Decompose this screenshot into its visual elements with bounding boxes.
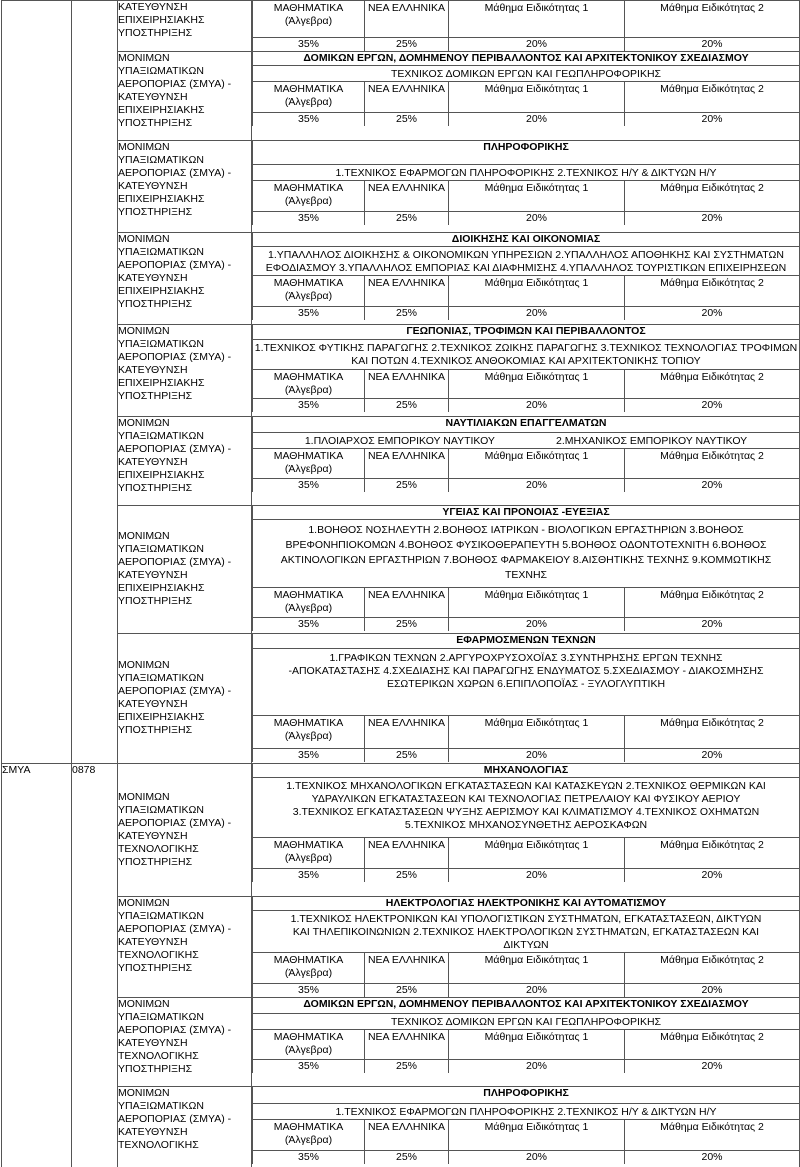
spec2-weight: 20% bbox=[625, 479, 800, 493]
table-row bbox=[2, 140, 800, 232]
category-cell: ΜΟΝΙΜΩΝ ΥΠΑΞΙΩΜΑΤΙΚΩΝ ΑΕΡΟΠΟΡΙΑΣ (ΣΜΥΑ) - ΚΑΤΕΥΘΥΝΣΗ ΕΠΙΧΕΙΡΗΣΙΑΚΗΣ ΥΠΟΣΤΗΡΙΞΗΣ bbox=[118, 633, 252, 763]
math-label: ΜΑΘΗΜΑΤΙΚΑ (Άλγεβρα) bbox=[253, 838, 365, 869]
category-cell: ΜΟΝΙΜΩΝ ΥΠΑΞΙΩΜΑΤΙΚΩΝ ΑΕΡΟΠΟΡΙΑΣ (ΣΜΥΑ) - ΚΑΤΕΥΘΥΝΣΗ ΤΕΧΝΟΛΟΓΙΚΗΣ ΥΠΟΣΤΗΡΙΞΗΣ bbox=[118, 998, 252, 1087]
spec2-label: Μάθημα Ειδικότητας 2 bbox=[625, 838, 800, 869]
greek-label: ΝΕΑ ΕΛΛΗΝΙΚΑ bbox=[365, 1, 449, 37]
spec2-label: Μάθημα Ειδικότητας 2 bbox=[625, 1, 800, 37]
spec2-label: Μάθημα Ειδικότητας 2 bbox=[625, 449, 800, 479]
math-label: ΜΑΘΗΜΑΤΙΚΑ (Άλγεβρα) bbox=[253, 449, 365, 479]
specialties-text: 1.ΒΟΗΘΟΣ ΝΟΣΗΛΕΥΤΗ 2.ΒΟΗΘΟΣ ΙΑΤΡΙΚΩΝ - ΒΙΟΛΟΓΙΚΩΝ ΕΡΓΑΣΤΗΡΙΩΝ 3.ΒΟΗΘΟΣ ΒΡΕΦΟΝΗΠΙΟΚΟΜΩΝ 4.ΒΟΗΘΟΣ ΦΥΣΙΚΟΘΕΡΑΠΕΥΤΗ 5.ΒΟΗΘΟΣ ΟΔΟΝΤΟΤΕΧΝΙΤΗ 6.ΒΟΗΘΟΣ ΑΚΤΙΝΟΛΟΓΙΚΩΝ ΕΡΓΑΣΤΗΡΙΩΝ 7.ΒΟΗΘΟΣ ΦΑΡΜΑΚΕΙΟΥ 8.ΑΙΣΘΗΤΙΚΗΣ ΤΕΧΝΗΣ 9.ΚΟΜΜΩΤΙΚΗΣ ΤΕΧΝΗΣ bbox=[253, 520, 800, 588]
greek-weight: 25% bbox=[365, 212, 449, 226]
spec2-label: Μάθημα Ειδικότητας 2 bbox=[625, 716, 800, 749]
spec2-weight: 20% bbox=[625, 1150, 800, 1164]
school-code-cell: 0878 bbox=[72, 763, 118, 1167]
subjects-block bbox=[252, 1, 799, 51]
category-cell: ΚΑΤΕΥΘΥΝΣΗ ΕΠΙΧΕΙΡΗΣΙΑΚΗΣ ΥΠΟΣΤΗΡΙΞΗΣ bbox=[118, 1, 252, 52]
specialties-text: 1.ΤΕΧΝΙΚΟΣ ΗΛΕΚΤΡΟΝΙΚΩΝ ΚΑΙ ΥΠΟΛΟΓΙΣΤΙΚΩΝ ΣΥΣΤΗΜΑΤΩΝ, ΕΓΚΑΤΑΣΤΑΣΕΩΝ, ΔΙΚΤΥΩΝ ΚΑΙ ΤΗΛΕΠΙΚΟΙΝΩΝΙΩΝ 2.ΤΕΧΝΙΚΟΣ ΗΛΕΚΤΡΟΛΟΓΙΚΩΝ ΣΥΣΤΗΜΑΤΩΝ, ΕΓΚΑΤΑΣΤΑΣΕΩΝ ΚΑΙ ΔΙΚΤΥΩΝ bbox=[253, 911, 800, 953]
greek-label: ΝΕΑ ΕΛΛΗΝΙΚΑ bbox=[365, 449, 449, 479]
spec1-weight: 20% bbox=[449, 212, 625, 226]
spec1-weight: 20% bbox=[449, 618, 625, 632]
greek-weight: 25% bbox=[365, 984, 449, 998]
spec2-label: Μάθημα Ειδικότητας 2 bbox=[625, 181, 800, 212]
category-cell: ΜΟΝΙΜΩΝ ΥΠΑΞΙΩΜΑΤΙΚΩΝ ΑΕΡΟΠΟΡΙΑΣ (ΣΜΥΑ) - ΚΑΤΕΥΘΥΝΣΗ ΕΠΙΧΕΙΡΗΣΙΑΚΗΣ ΥΠΟΣΤΗΡΙΞΗΣ bbox=[118, 416, 252, 505]
greek-label: ΝΕΑ ΕΛΛΗΝΙΚΑ bbox=[365, 370, 449, 399]
specialties-text: 1.ΤΕΧΝΙΚΟΣ ΕΦΑΡΜΟΓΩΝ ΠΛΗΡΟΦΟΡΙΚΗΣ 2.ΤΕΧΝΙΚΟΣ Η/Υ & ΔΙΚΤΥΩΝ Η/Υ bbox=[253, 1103, 800, 1119]
sector-title: ΓΕΩΠΟΝΙΑΣ, ΤΡΟΦΙΜΩΝ ΚΑΙ ΠΕΡΙΒΑΛΛΟΝΤΟΣ bbox=[253, 325, 800, 340]
spec2-weight: 20% bbox=[625, 306, 800, 320]
spec1-weight: 20% bbox=[449, 113, 625, 127]
greek-weight: 25% bbox=[365, 749, 449, 763]
specialties-text: 1.ΤΕΧΝΙΚΟΣ ΦΥΤΙΚΗΣ ΠΑΡΑΓΩΓΗΣ 2.ΤΕΧΝΙΚΟΣ ΖΩΙΚΗΣ ΠΑΡΑΓΩΓΗΣ 3.ΤΕΧΝΙΚΟΣ ΤΕΧΝΟΛΟΓΙΑΣ ΤΡΟΦΙΜΩΝ ΚΑΙ ΠΟΤΩΝ 4.ΤΕΧΝΙΚΟΣ ΑΝΘΟΚΟΜΙΑΣ ΚΑΙ ΑΡΧΙΤΕΚΤΟΝΙΚΗΣ ΤΟΠΙΟΥ bbox=[253, 340, 800, 370]
table-row bbox=[2, 232, 800, 324]
spec2-label: Μάθημα Ειδικότητας 2 bbox=[625, 82, 800, 113]
spec1-weight: 20% bbox=[449, 306, 625, 320]
school-name-cell: ΣΜΥΑ bbox=[2, 763, 72, 1167]
spec2-label: Μάθημα Ειδικότητας 2 bbox=[625, 275, 800, 306]
math-weight: 35% bbox=[253, 1059, 365, 1073]
spec1-label: Μάθημα Ειδικότητας 1 bbox=[449, 275, 625, 306]
math-weight: 35% bbox=[253, 306, 365, 320]
specialties-text: ΤΕΧΝΙΚΟΣ ΔΟΜΙΚΩΝ ΕΡΓΩΝ ΚΑΙ ΓΕΩΠΛΗΡΟΦΟΡΙΚΗΣ bbox=[253, 66, 800, 82]
specialties-text: 1.ΠΛΟΙΑΡΧΟΣ ΕΜΠΟΡΙΚΟΥ ΝΑΥΤΙΚΟΥ 2.ΜΗΧΑΝΙΚΟΣ ΕΜΠΟΡΙΚΟΥ ΝΑΥΤΙΚΟΥ bbox=[253, 433, 800, 449]
math-label: ΜΑΘΗΜΑΤΙΚΑ (Άλγεβρα) bbox=[253, 1, 365, 37]
math-label: ΜΑΘΗΜΑΤΙΚΑ (Άλγεβρα) bbox=[253, 181, 365, 212]
math-weight: 35% bbox=[253, 984, 365, 998]
school-cell-empty bbox=[2, 1, 72, 764]
spec2-label: Μάθημα Ειδικότητας 2 bbox=[625, 953, 800, 984]
spec2-label: Μάθημα Ειδικότητας 2 bbox=[625, 1119, 800, 1150]
spec2-weight: 20% bbox=[625, 869, 800, 883]
spec1-label: Μάθημα Ειδικότητας 1 bbox=[449, 1029, 625, 1059]
spec1-label: Μάθημα Ειδικότητας 1 bbox=[449, 82, 625, 113]
spec2-weight: 20% bbox=[625, 399, 800, 413]
subjects-block bbox=[252, 897, 799, 998]
greek-label: ΝΕΑ ΕΛΛΗΝΙΚΑ bbox=[365, 953, 449, 984]
table-row bbox=[2, 1087, 800, 1167]
sector-title: ΝΑΥΤΙΛΙΑΚΩΝ ΕΠΑΓΓΕΛΜΑΤΩΝ bbox=[253, 417, 800, 433]
math-weight: 35% bbox=[253, 113, 365, 127]
sector-title: ΠΛΗΡΟΦΟΡΙΚΗΣ bbox=[253, 1087, 800, 1103]
subjects-block bbox=[252, 1087, 799, 1164]
greek-weight: 25% bbox=[365, 399, 449, 413]
spec1-weight: 20% bbox=[449, 984, 625, 998]
math-weight: 35% bbox=[253, 1150, 365, 1164]
spec1-label: Μάθημα Ειδικότητας 1 bbox=[449, 588, 625, 618]
math-weight: 35% bbox=[253, 869, 365, 883]
greek-label: ΝΕΑ ΕΛΛΗΝΙΚΑ bbox=[365, 838, 449, 869]
greek-label: ΝΕΑ ΕΛΛΗΝΙΚΑ bbox=[365, 1029, 449, 1059]
category-cell: ΜΟΝΙΜΩΝ ΥΠΑΞΙΩΜΑΤΙΚΩΝ ΑΕΡΟΠΟΡΙΑΣ (ΣΜΥΑ) - ΚΑΤΕΥΘΥΝΣΗ ΕΠΙΧΕΙΡΗΣΙΑΚΗΣ ΥΠΟΣΤΗΡΙΞΗΣ bbox=[118, 140, 252, 232]
sector-title: ΔΟΜΙΚΩΝ ΕΡΓΩΝ, ΔΟΜΗΜΕΝΟΥ ΠΕΡΙΒΑΛΛΟΝΤΟΣ ΚΑΙ ΑΡΧΙΤΕΚΤΟΝΙΚΟΥ ΣΧΕΔΙΑΣΜΟΥ bbox=[253, 52, 800, 66]
math-label: ΜΑΘΗΜΑΤΙΚΑ (Άλγεβρα) bbox=[253, 82, 365, 113]
math-label: ΜΑΘΗΜΑΤΙΚΑ (Άλγεβρα) bbox=[253, 1119, 365, 1150]
table-row bbox=[2, 1, 800, 52]
spec1-weight: 20% bbox=[449, 1150, 625, 1164]
spec1-label: Μάθημα Ειδικότητας 1 bbox=[449, 449, 625, 479]
math-label: ΜΑΘΗΜΑΤΙΚΑ (Άλγεβρα) bbox=[253, 953, 365, 984]
spec1-label: Μάθημα Ειδικότητας 1 bbox=[449, 1119, 625, 1150]
greek-label: ΝΕΑ ΕΛΛΗΝΙΚΑ bbox=[365, 716, 449, 749]
spec1-label: Μάθημα Ειδικότητας 1 bbox=[449, 953, 625, 984]
sector-title: ΔΙΟΙΚΗΣΗΣ ΚΑΙ ΟΙΚΟΝΟΜΙΑΣ bbox=[253, 233, 800, 247]
math-label: ΜΑΘΗΜΑΤΙΚΑ (Άλγεβρα) bbox=[253, 275, 365, 306]
code-cell-empty bbox=[72, 1, 118, 764]
category-cell: ΜΟΝΙΜΩΝ ΥΠΑΞΙΩΜΑΤΙΚΩΝ ΑΕΡΟΠΟΡΙΑΣ (ΣΜΥΑ) - ΚΑΤΕΥΘΥΝΣΗ ΤΕΧΝΟΛΟΓΙΚΗΣ ΥΠΟΣΤΗΡΙΞΗΣ bbox=[118, 763, 252, 896]
specialties-text: 1.ΥΠΑΛΛΗΛΟΣ ΔΙΟΙΚΗΣΗΣ & ΟΙΚΟΝΟΜΙΚΩΝ ΥΠΗΡΕΣΙΩΝ 2.ΥΠΑΛΛΗΛΟΣ ΑΠΟΘΗΚΗΣ ΚΑΙ ΣΥΣΤΗΜΑΤΩΝ ΕΦΟΔΙΑΣΜΟΥ 3.ΥΠΑΛΛΗΛΟΣ ΕΜΠΟΡΙΑΣ ΚΑΙ ΔΙΑΦΗΜΙΣΗΣ 4.ΥΠΑΛΛΗΛΟΣ ΤΟΥΡΙΣΤΙΚΩΝ ΕΠΙΧΕΙΡΗΣΕΩΝ bbox=[253, 246, 800, 275]
spec1-weight: 20% bbox=[449, 749, 625, 763]
table-row bbox=[2, 324, 800, 416]
table-row bbox=[2, 633, 800, 763]
category-cell: ΜΟΝΙΜΩΝ ΥΠΑΞΙΩΜΑΤΙΚΩΝ ΑΕΡΟΠΟΡΙΑΣ (ΣΜΥΑ) - ΚΑΤΕΥΘΥΝΣΗ ΕΠΙΧΕΙΡΗΣΙΑΚΗΣ ΥΠΟΣΤΗΡΙΞΗΣ bbox=[118, 324, 252, 416]
specialties-text: ΤΕΧΝΙΚΟΣ ΔΟΜΙΚΩΝ ΕΡΓΩΝ ΚΑΙ ΓΕΩΠΛΗΡΟΦΟΡΙΚΗΣ bbox=[253, 1013, 800, 1029]
spec2-weight: 20% bbox=[625, 37, 800, 51]
category-cell: ΜΟΝΙΜΩΝ ΥΠΑΞΙΩΜΑΤΙΚΩΝ ΑΕΡΟΠΟΡΙΑΣ (ΣΜΥΑ) - ΚΑΤΕΥΘΥΝΣΗ ΤΕΧΝΟΛΟΓΙΚΗΣ bbox=[118, 1087, 252, 1167]
sector-title: ΥΓΕΙΑΣ ΚΑΙ ΠΡΟΝΟΙΑΣ -ΕΥΕΞΙΑΣ bbox=[253, 506, 800, 520]
spec2-label: Μάθημα Ειδικότητας 2 bbox=[625, 1029, 800, 1059]
math-weight: 35% bbox=[253, 212, 365, 226]
spec1-label: Μάθημα Ειδικότητας 1 bbox=[449, 716, 625, 749]
spec2-weight: 20% bbox=[625, 212, 800, 226]
table-row bbox=[2, 896, 800, 998]
table-row bbox=[2, 51, 800, 140]
category-cell: ΜΟΝΙΜΩΝ ΥΠΑΞΙΩΜΑΤΙΚΩΝ ΑΕΡΟΠΟΡΙΑΣ (ΣΜΥΑ) - ΚΑΤΕΥΘΥΝΣΗ ΕΠΙΧΕΙΡΗΣΙΑΚΗΣ ΥΠΟΣΤΗΡΙΞΗΣ bbox=[118, 505, 252, 633]
table-row bbox=[2, 416, 800, 505]
subjects-block bbox=[252, 141, 799, 226]
spec1-weight: 20% bbox=[449, 399, 625, 413]
sector-title: ΠΛΗΡΟΦΟΡΙΚΗΣ bbox=[253, 141, 800, 165]
spec1-label: Μάθημα Ειδικότητας 1 bbox=[449, 181, 625, 212]
math-label: ΜΑΘΗΜΑΤΙΚΑ (Άλγεβρα) bbox=[253, 588, 365, 618]
spec1-weight: 20% bbox=[449, 1059, 625, 1073]
spec2-label: Μάθημα Ειδικότητας 2 bbox=[625, 370, 800, 399]
spec1-label: Μάθημα Ειδικότητας 1 bbox=[449, 1, 625, 37]
category-cell: ΜΟΝΙΜΩΝ ΥΠΑΞΙΩΜΑΤΙΚΩΝ ΑΕΡΟΠΟΡΙΑΣ (ΣΜΥΑ) - ΚΑΤΕΥΘΥΝΣΗ ΤΕΧΝΟΛΟΓΙΚΗΣ ΥΠΟΣΤΗΡΙΞΗΣ bbox=[118, 896, 252, 998]
spec2-weight: 20% bbox=[625, 618, 800, 632]
greek-weight: 25% bbox=[365, 479, 449, 493]
category-cell: ΜΟΝΙΜΩΝ ΥΠΑΞΙΩΜΑΤΙΚΩΝ ΑΕΡΟΠΟΡΙΑΣ (ΣΜΥΑ) - ΚΑΤΕΥΘΥΝΣΗ ΕΠΙΧΕΙΡΗΣΙΑΚΗΣ ΥΠΟΣΤΗΡΙΞΗΣ bbox=[118, 51, 252, 140]
math-weight: 35% bbox=[253, 479, 365, 493]
spec1-label: Μάθημα Ειδικότητας 1 bbox=[449, 370, 625, 399]
subjects-block bbox=[252, 506, 799, 632]
greek-label: ΝΕΑ ΕΛΛΗΝΙΚΑ bbox=[365, 181, 449, 212]
spec1-weight: 20% bbox=[449, 869, 625, 883]
math-label: ΜΑΘΗΜΑΤΙΚΑ (Άλγεβρα) bbox=[253, 716, 365, 749]
specialties-text: 1.ΤΕΧΝΙΚΟΣ ΜΗΧΑΝΟΛΟΓΙΚΩΝ ΕΓΚΑΤΑΣΤΑΣΕΩΝ ΚΑΙ ΚΑΤΑΣΚΕΥΩΝ 2.ΤΕΧΝΙΚΟΣ ΘΕΡΜΙΚΩΝ ΚΑΙ ΥΔΡΑΥΛΙΚΩΝ ΕΓΚΑΤΑΣΤΑΣΕΩΝ ΚΑΙ ΤΕΧΝΟΛΟΓΙΑΣ ΠΕΤΡΕΛΑΙΟΥ ΚΑΙ ΦΥΣΙΚΟΥ ΑΕΡΙΟΥ 3.ΤΕΧΝΙΚΟΣ ΕΓΚΑΤΑΣΤΑΣΕΩΝ ΨΥΞΗΣ ΑΕΡΙΣΜΟΥ ΚΑΙ ΚΛΙΜΑΤΙΣΜΟΥ 4.ΤΕΧΝΙΚΟΣ ΟΧΗΜΑΤΩΝ 5.ΤΕΧΝΙΚΟΣ ΜΗΧΑΝΟΣΥΝΘΕΤΗΣ ΑΕΡΟΣΚΑΦΩΝ bbox=[253, 778, 800, 838]
category-cell: ΜΟΝΙΜΩΝ ΥΠΑΞΙΩΜΑΤΙΚΩΝ ΑΕΡΟΠΟΡΙΑΣ (ΣΜΥΑ) - ΚΑΤΕΥΘΥΝΣΗ ΕΠΙΧΕΙΡΗΣΙΑΚΗΣ ΥΠΟΣΤΗΡΙΞΗΣ bbox=[118, 232, 252, 324]
math-label: ΜΑΘΗΜΑΤΙΚΑ (Άλγεβρα) bbox=[253, 1029, 365, 1059]
subjects-block bbox=[252, 634, 799, 763]
specialties-text: 1.ΓΡΑΦΙΚΩΝ ΤΕΧΝΩΝ 2.ΑΡΓΥΡΟΧΡΥΣΟΧΟΪΑΣ 3.ΣΥΝΤΗΡΗΣΗΣ ΕΡΓΩΝ ΤΕΧΝΗΣ -ΑΠΟΚΑΤΑΣΤΑΣΗΣ 4.ΣΧΕΔΙΑΣΗΣ ΚΑΙ ΠΑΡΑΓΩΓΗΣ ΕΝΔΥΜΑΤΟΣ 5.ΣΧΕΔΙΑΣΜΟΥ - ΔΙΑΚΟΣΜΗΣΗΣ ΕΣΩΤΕΡΙΚΩΝ ΧΩΡΩΝ 6.ΕΠΙΠΛΟΠΟΪΑΣ - ΞΥΛΟΓΛΥΠΤΙΚΗ bbox=[253, 649, 800, 716]
subjects-block bbox=[252, 52, 799, 127]
sector-title: ΔΟΜΙΚΩΝ ΕΡΓΩΝ, ΔΟΜΗΜΕΝΟΥ ΠΕΡΙΒΑΛΛΟΝΤΟΣ ΚΑΙ ΑΡΧΙΤΕΚΤΟΝΙΚΟΥ ΣΧΕΔΙΑΣΜΟΥ bbox=[253, 998, 800, 1013]
spec2-weight: 20% bbox=[625, 113, 800, 127]
math-weight: 35% bbox=[253, 37, 365, 51]
greek-label: ΝΕΑ ΕΛΛΗΝΙΚΑ bbox=[365, 275, 449, 306]
greek-weight: 25% bbox=[365, 306, 449, 320]
specialties-text: 1.ΤΕΧΝΙΚΟΣ ΕΦΑΡΜΟΓΩΝ ΠΛΗΡΟΦΟΡΙΚΗΣ 2.ΤΕΧΝΙΚΟΣ Η/Υ & ΔΙΚΤΥΩΝ Η/Υ bbox=[253, 165, 800, 181]
greek-weight: 25% bbox=[365, 1150, 449, 1164]
sector-title: ΕΦΑΡΜΟΣΜΕΝΩΝ ΤΕΧΝΩΝ bbox=[253, 634, 800, 649]
sector-title: ΗΛΕΚΤΡΟΛΟΓΙΑΣ ΗΛΕΚΤΡΟΝΙΚΗΣ ΚΑΙ ΑΥΤΟΜΑΤΙΣΜΟΥ bbox=[253, 897, 800, 911]
greek-weight: 25% bbox=[365, 37, 449, 51]
table-row bbox=[2, 998, 800, 1087]
greek-weight: 25% bbox=[365, 618, 449, 632]
subjects-block bbox=[252, 998, 799, 1073]
table-row bbox=[2, 763, 800, 896]
greek-label: ΝΕΑ ΕΛΛΗΝΙΚΑ bbox=[365, 1119, 449, 1150]
subjects-block bbox=[252, 233, 799, 320]
schools-table bbox=[1, 0, 800, 1167]
spec2-weight: 20% bbox=[625, 1059, 800, 1073]
sector-title: ΜΗΧΑΝΟΛΟΓΙΑΣ bbox=[253, 764, 800, 778]
spec2-weight: 20% bbox=[625, 749, 800, 763]
greek-label: ΝΕΑ ΕΛΛΗΝΙΚΑ bbox=[365, 588, 449, 618]
greek-label: ΝΕΑ ΕΛΛΗΝΙΚΑ bbox=[365, 82, 449, 113]
math-weight: 35% bbox=[253, 399, 365, 413]
subjects-block bbox=[252, 325, 799, 413]
math-label: ΜΑΘΗΜΑΤΙΚΑ (Άλγεβρα) bbox=[253, 370, 365, 399]
spec1-label: Μάθημα Ειδικότητας 1 bbox=[449, 838, 625, 869]
greek-weight: 25% bbox=[365, 869, 449, 883]
math-weight: 35% bbox=[253, 749, 365, 763]
subjects-block bbox=[252, 417, 799, 493]
spec1-weight: 20% bbox=[449, 479, 625, 493]
spec2-weight: 20% bbox=[625, 984, 800, 998]
subjects-block bbox=[252, 764, 799, 883]
greek-weight: 25% bbox=[365, 113, 449, 127]
spec2-label: Μάθημα Ειδικότητας 2 bbox=[625, 588, 800, 618]
math-weight: 35% bbox=[253, 618, 365, 632]
table-row bbox=[2, 505, 800, 633]
greek-weight: 25% bbox=[365, 1059, 449, 1073]
spec1-weight: 20% bbox=[449, 37, 625, 51]
